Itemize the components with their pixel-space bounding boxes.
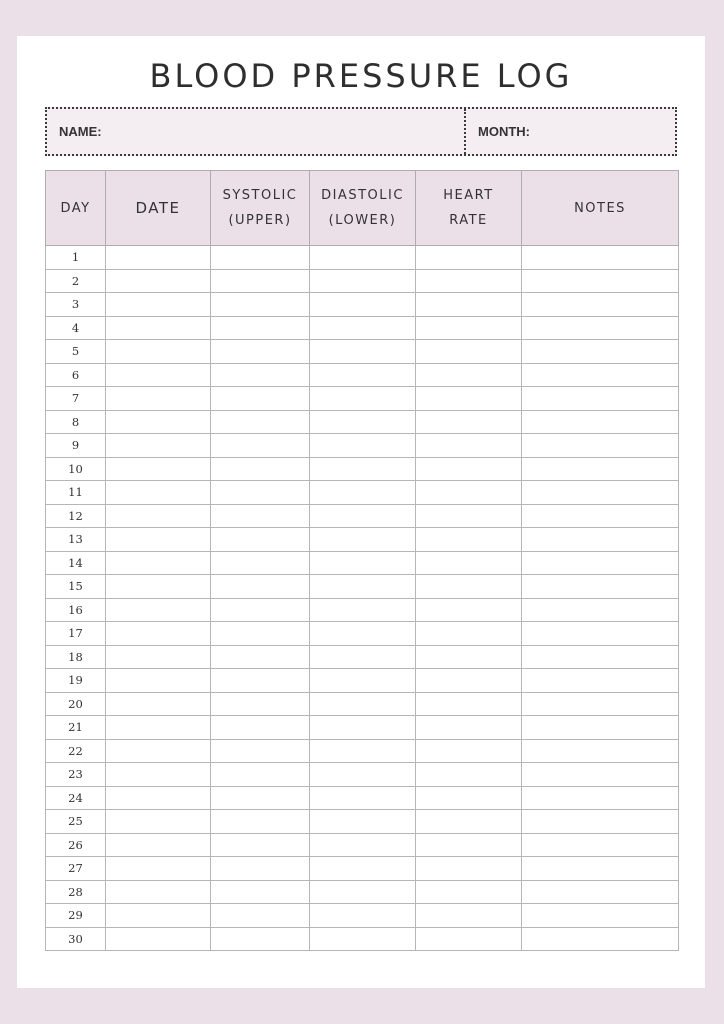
- notes-cell[interactable]: [522, 716, 679, 740]
- diastolic-cell[interactable]: [310, 692, 416, 716]
- table-row: [46, 551, 679, 575]
- systolic-cell[interactable]: [211, 575, 310, 599]
- heart-rate-cell[interactable]: [416, 434, 522, 458]
- systolic-cell[interactable]: [211, 363, 310, 387]
- header-diastolic: [310, 171, 416, 246]
- date-cell[interactable]: [106, 316, 211, 340]
- date-cell[interactable]: [106, 622, 211, 646]
- diastolic-cell[interactable]: [310, 833, 416, 857]
- day-number: 28: [46, 880, 106, 904]
- notes-cell[interactable]: [522, 528, 679, 552]
- heart-rate-cell[interactable]: [416, 763, 522, 787]
- systolic-cell[interactable]: [211, 246, 310, 270]
- systolic-cell[interactable]: [211, 880, 310, 904]
- diastolic-cell[interactable]: [310, 880, 416, 904]
- table-row: [46, 246, 679, 270]
- day-number: 21: [46, 716, 106, 740]
- systolic-cell[interactable]: [211, 927, 310, 951]
- table-row: [46, 880, 679, 904]
- log-sheet: [17, 36, 705, 988]
- table-row: [46, 833, 679, 857]
- table-row: [46, 504, 679, 528]
- heart-rate-cell[interactable]: [416, 692, 522, 716]
- date-cell[interactable]: [106, 880, 211, 904]
- systolic-cell[interactable]: [211, 340, 310, 364]
- table-row: [46, 716, 679, 740]
- date-cell[interactable]: [106, 481, 211, 505]
- day-number: 17: [46, 622, 106, 646]
- notes-cell[interactable]: [522, 575, 679, 599]
- notes-cell[interactable]: [522, 692, 679, 716]
- table-row: [46, 739, 679, 763]
- diastolic-cell[interactable]: [310, 551, 416, 575]
- date-cell[interactable]: [106, 786, 211, 810]
- notes-cell[interactable]: [522, 786, 679, 810]
- notes-cell[interactable]: [522, 927, 679, 951]
- heart-rate-cell[interactable]: [416, 622, 522, 646]
- notes-cell[interactable]: [522, 434, 679, 458]
- systolic-cell[interactable]: [211, 692, 310, 716]
- table-row: [46, 669, 679, 693]
- day-number: 18: [46, 645, 106, 669]
- header-day: DAY: [46, 171, 106, 246]
- notes-cell[interactable]: [522, 763, 679, 787]
- day-number: 27: [46, 857, 106, 881]
- heart-rate-cell[interactable]: [416, 528, 522, 552]
- systolic-cell[interactable]: [211, 857, 310, 881]
- diastolic-cell[interactable]: [310, 716, 416, 740]
- systolic-cell[interactable]: [211, 716, 310, 740]
- systolic-cell[interactable]: [211, 293, 310, 317]
- notes-cell[interactable]: [522, 316, 679, 340]
- notes-cell[interactable]: [522, 551, 679, 575]
- diastolic-cell[interactable]: [310, 246, 416, 270]
- diastolic-cell[interactable]: [310, 410, 416, 434]
- date-cell[interactable]: [106, 645, 211, 669]
- day-number: 6: [46, 363, 106, 387]
- heart-rate-cell[interactable]: [416, 340, 522, 364]
- notes-cell[interactable]: [522, 363, 679, 387]
- heart-rate-cell[interactable]: [416, 246, 522, 270]
- heart-rate-cell[interactable]: [416, 880, 522, 904]
- day-number: 8: [46, 410, 106, 434]
- heart-rate-cell[interactable]: [416, 551, 522, 575]
- date-cell[interactable]: [106, 575, 211, 599]
- heart-rate-cell[interactable]: [416, 739, 522, 763]
- notes-cell[interactable]: [522, 810, 679, 834]
- date-cell[interactable]: [106, 551, 211, 575]
- header-heart-line1: HEART: [443, 188, 494, 203]
- date-cell[interactable]: [106, 293, 211, 317]
- day-number: 14: [46, 551, 106, 575]
- table-row: [46, 692, 679, 716]
- month-field[interactable]: [466, 109, 675, 154]
- notes-cell[interactable]: [522, 387, 679, 411]
- heart-rate-cell[interactable]: [416, 716, 522, 740]
- table-row: [46, 622, 679, 646]
- day-number: 3: [46, 293, 106, 317]
- name-label: NAME:: [59, 124, 102, 139]
- heart-rate-cell[interactable]: [416, 927, 522, 951]
- table-row: [46, 645, 679, 669]
- systolic-cell[interactable]: [211, 786, 310, 810]
- date-cell[interactable]: [106, 598, 211, 622]
- systolic-cell[interactable]: [211, 598, 310, 622]
- notes-cell[interactable]: [522, 904, 679, 928]
- diastolic-cell[interactable]: [310, 857, 416, 881]
- notes-cell[interactable]: [522, 269, 679, 293]
- day-number: 2: [46, 269, 106, 293]
- notes-cell[interactable]: [522, 246, 679, 270]
- log-table: [45, 170, 679, 951]
- table-row: [46, 763, 679, 787]
- systolic-cell[interactable]: [211, 316, 310, 340]
- day-number: 5: [46, 340, 106, 364]
- table-row: [46, 316, 679, 340]
- diastolic-cell[interactable]: [310, 810, 416, 834]
- notes-cell[interactable]: [522, 833, 679, 857]
- header-heart-line2: RATE: [449, 213, 488, 228]
- date-cell[interactable]: [106, 857, 211, 881]
- day-number: 22: [46, 739, 106, 763]
- diastolic-cell[interactable]: [310, 387, 416, 411]
- table-row: [46, 410, 679, 434]
- notes-cell[interactable]: [522, 457, 679, 481]
- day-number: 20: [46, 692, 106, 716]
- systolic-cell[interactable]: [211, 622, 310, 646]
- notes-cell[interactable]: [522, 669, 679, 693]
- systolic-cell[interactable]: [211, 810, 310, 834]
- date-cell[interactable]: [106, 387, 211, 411]
- heart-rate-cell[interactable]: [416, 457, 522, 481]
- day-number: 15: [46, 575, 106, 599]
- day-number: 10: [46, 457, 106, 481]
- day-number: 30: [46, 927, 106, 951]
- date-cell[interactable]: [106, 716, 211, 740]
- systolic-cell[interactable]: [211, 739, 310, 763]
- day-number: 1: [46, 246, 106, 270]
- table-row: [46, 269, 679, 293]
- notes-cell[interactable]: [522, 880, 679, 904]
- date-cell[interactable]: [106, 669, 211, 693]
- diastolic-cell[interactable]: [310, 340, 416, 364]
- date-cell[interactable]: [106, 739, 211, 763]
- date-cell[interactable]: [106, 434, 211, 458]
- heart-rate-cell[interactable]: [416, 669, 522, 693]
- heart-rate-cell[interactable]: [416, 387, 522, 411]
- diastolic-cell[interactable]: [310, 763, 416, 787]
- table-row: [46, 857, 679, 881]
- heart-rate-cell[interactable]: [416, 786, 522, 810]
- notes-cell[interactable]: [522, 739, 679, 763]
- date-cell[interactable]: [106, 269, 211, 293]
- table-row: [46, 810, 679, 834]
- date-cell[interactable]: [106, 528, 211, 552]
- date-cell[interactable]: [106, 410, 211, 434]
- systolic-cell[interactable]: [211, 645, 310, 669]
- notes-cell[interactable]: [522, 504, 679, 528]
- day-number: 29: [46, 904, 106, 928]
- table-row: [46, 786, 679, 810]
- heart-rate-cell[interactable]: [416, 810, 522, 834]
- diastolic-cell[interactable]: [310, 434, 416, 458]
- header-diastolic-line1: DIASTOLIC: [321, 188, 404, 203]
- heart-rate-cell[interactable]: [416, 293, 522, 317]
- notes-cell[interactable]: [522, 340, 679, 364]
- day-number: 9: [46, 434, 106, 458]
- systolic-cell[interactable]: [211, 528, 310, 552]
- systolic-cell[interactable]: [211, 269, 310, 293]
- diastolic-cell[interactable]: [310, 528, 416, 552]
- heart-rate-cell[interactable]: [416, 904, 522, 928]
- day-number: 7: [46, 387, 106, 411]
- day-number: 23: [46, 763, 106, 787]
- diastolic-cell[interactable]: [310, 457, 416, 481]
- systolic-cell[interactable]: [211, 504, 310, 528]
- diastolic-cell[interactable]: [310, 363, 416, 387]
- day-number: 12: [46, 504, 106, 528]
- header-systolic: [211, 171, 310, 246]
- table-row: [46, 387, 679, 411]
- notes-cell[interactable]: [522, 481, 679, 505]
- notes-cell[interactable]: [522, 857, 679, 881]
- diastolic-cell[interactable]: [310, 739, 416, 763]
- day-number: 16: [46, 598, 106, 622]
- table-row: [46, 575, 679, 599]
- header-diastolic-line2: (LOWER): [328, 213, 397, 228]
- diastolic-cell[interactable]: [310, 786, 416, 810]
- date-cell[interactable]: [106, 504, 211, 528]
- date-cell[interactable]: [106, 927, 211, 951]
- notes-cell[interactable]: [522, 293, 679, 317]
- table-row: [46, 363, 679, 387]
- diastolic-cell[interactable]: [310, 293, 416, 317]
- table-row: [46, 904, 679, 928]
- table-row: [46, 293, 679, 317]
- day-number: 26: [46, 833, 106, 857]
- heart-rate-cell[interactable]: [416, 857, 522, 881]
- notes-cell[interactable]: [522, 622, 679, 646]
- day-number: 4: [46, 316, 106, 340]
- heart-rate-cell[interactable]: [416, 575, 522, 599]
- table-row: [46, 434, 679, 458]
- diastolic-cell[interactable]: [310, 927, 416, 951]
- systolic-cell[interactable]: [211, 551, 310, 575]
- notes-cell[interactable]: [522, 645, 679, 669]
- diastolic-cell[interactable]: [310, 598, 416, 622]
- notes-cell[interactable]: [522, 598, 679, 622]
- day-number: 11: [46, 481, 106, 505]
- month-label: MONTH:: [478, 124, 530, 139]
- day-number: 19: [46, 669, 106, 693]
- heart-rate-cell[interactable]: [416, 410, 522, 434]
- info-box: [45, 107, 677, 156]
- header-systolic-line2: (UPPER): [228, 213, 292, 228]
- heart-rate-cell[interactable]: [416, 833, 522, 857]
- diastolic-cell[interactable]: [310, 645, 416, 669]
- header-heart-rate: [416, 171, 522, 246]
- diastolic-cell[interactable]: [310, 904, 416, 928]
- day-number: 25: [46, 810, 106, 834]
- heart-rate-cell[interactable]: [416, 363, 522, 387]
- day-number: 24: [46, 786, 106, 810]
- notes-cell[interactable]: [522, 410, 679, 434]
- diastolic-cell[interactable]: [310, 269, 416, 293]
- name-field[interactable]: [47, 109, 466, 154]
- table-row: [46, 598, 679, 622]
- systolic-cell[interactable]: [211, 481, 310, 505]
- page-title: BLOOD PRESSURE LOG: [149, 57, 573, 95]
- table-header-row: [46, 171, 679, 246]
- diastolic-cell[interactable]: [310, 575, 416, 599]
- date-cell[interactable]: [106, 833, 211, 857]
- systolic-cell[interactable]: [211, 833, 310, 857]
- heart-rate-cell[interactable]: [416, 598, 522, 622]
- date-cell[interactable]: [106, 692, 211, 716]
- date-cell[interactable]: [106, 904, 211, 928]
- systolic-cell[interactable]: [211, 387, 310, 411]
- header-systolic-line1: SYSTOLIC: [222, 188, 298, 203]
- diastolic-cell[interactable]: [310, 316, 416, 340]
- systolic-cell[interactable]: [211, 904, 310, 928]
- table-row: [46, 927, 679, 951]
- day-number: 13: [46, 528, 106, 552]
- date-cell[interactable]: [106, 246, 211, 270]
- date-cell[interactable]: [106, 810, 211, 834]
- diastolic-cell[interactable]: [310, 504, 416, 528]
- table-row: [46, 481, 679, 505]
- systolic-cell[interactable]: [211, 669, 310, 693]
- systolic-cell[interactable]: [211, 763, 310, 787]
- heart-rate-cell[interactable]: [416, 481, 522, 505]
- systolic-cell[interactable]: [211, 457, 310, 481]
- table-row: [46, 528, 679, 552]
- heart-rate-cell[interactable]: [416, 316, 522, 340]
- table-row: [46, 340, 679, 364]
- table-row: [46, 457, 679, 481]
- diastolic-cell[interactable]: [310, 622, 416, 646]
- date-cell[interactable]: [106, 763, 211, 787]
- date-cell[interactable]: [106, 457, 211, 481]
- heart-rate-cell[interactable]: [416, 645, 522, 669]
- date-cell[interactable]: [106, 340, 211, 364]
- date-cell[interactable]: [106, 363, 211, 387]
- header-date: DATE: [106, 171, 211, 246]
- heart-rate-cell[interactable]: [416, 269, 522, 293]
- diastolic-cell[interactable]: [310, 481, 416, 505]
- systolic-cell[interactable]: [211, 434, 310, 458]
- log-body: [46, 246, 679, 951]
- heart-rate-cell[interactable]: [416, 504, 522, 528]
- diastolic-cell[interactable]: [310, 669, 416, 693]
- header-notes: NOTES: [522, 171, 679, 246]
- systolic-cell[interactable]: [211, 410, 310, 434]
